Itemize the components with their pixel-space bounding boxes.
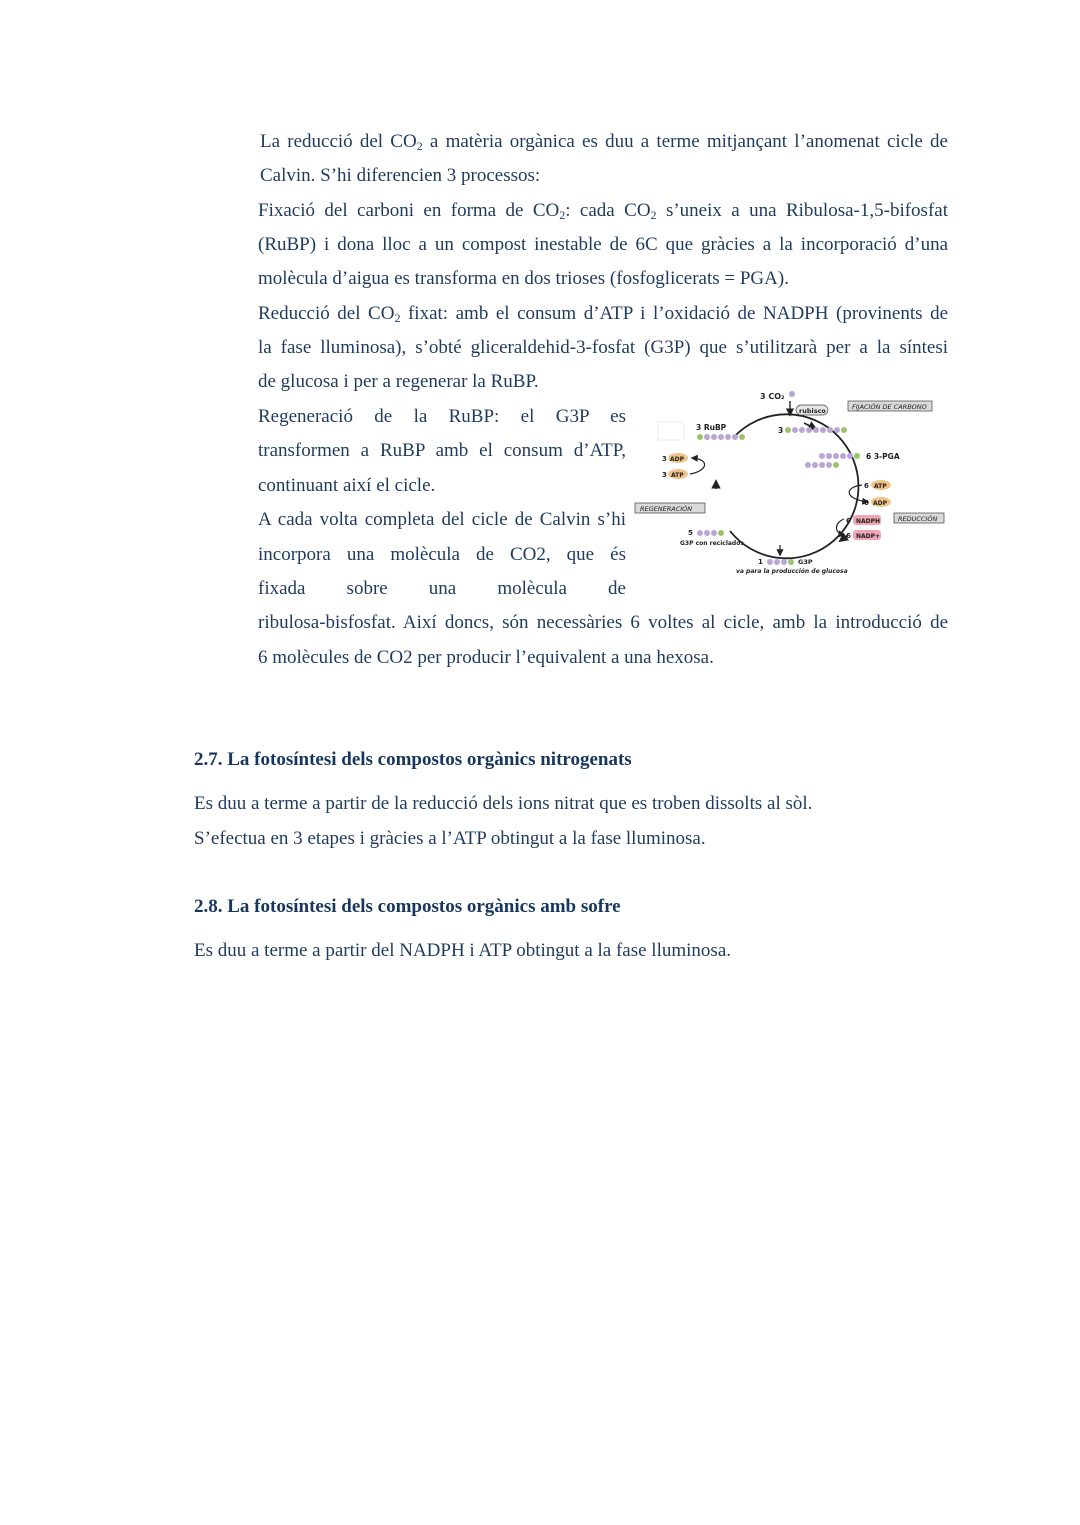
three-label: 3 (778, 426, 784, 435)
section-2-7-heading: 2.7. La fotosíntesi dels compostos orgànics nitrogenats (194, 749, 632, 770)
placeholder-box (658, 422, 684, 440)
rubisco-label: rubisco (799, 407, 826, 415)
regeneracion-label: REGENERACIÓN (640, 505, 693, 513)
pga-label: 6 3-PGA (866, 452, 900, 461)
nadp-label: NADP+ (856, 533, 881, 540)
fijacion-label: FIJACIÓN DE CARBONO (852, 403, 927, 411)
regeneracio-line-3: continuant així el cicle. (258, 475, 436, 496)
reduccion-label: REDUCCIÓN (898, 515, 938, 523)
intermediate-molecule (785, 427, 847, 433)
section-2-8-line-1: Es duu a terme a partir del NADPH i ATP obtingut a la fase lluminosa. (194, 940, 732, 961)
calvin-cycle-diagram (630, 385, 950, 580)
section-2-7-line-2: S’efectua en 3 etapes i gràcies a l’ATP obtingut a la fase lluminosa. (194, 828, 706, 849)
glucose-label: va para la producción de glucosa (736, 568, 848, 575)
co2-label: 3 CO₂ (760, 392, 785, 401)
atp-right-count: 6 (864, 482, 869, 490)
reduccio-line-3: de glucosa i per a regenerar la RuBP. (258, 371, 539, 392)
g3p-out-label: G3P (798, 558, 813, 566)
nadp-count: 6 (846, 532, 851, 540)
atp-left-label: ATP (671, 472, 684, 479)
reduccio-line-1: Reducció del $CO_2$ fixat: amb el consum d’ATP i l’oxidació de NADPH (provinents de (258, 303, 949, 325)
adp-right-count: 6 (864, 499, 869, 507)
intro-line-2: Calvin. S’hi diferencien 3 processos: (260, 165, 541, 186)
adp-left-count: 3 (662, 455, 667, 463)
adp-left-label: ADP (670, 456, 685, 463)
nadph-label: NADPH (856, 518, 881, 525)
volta-line-1: A cada volta completa del cicle de Calvin s’hi (258, 509, 626, 530)
g3p-out-molecule (767, 559, 794, 565)
fixacio-line-3: molècula d’aigua es transforma en dos trioses (fosfoglicerats = PGA). (258, 268, 789, 289)
g3p-recycled-label: G3P con reciclados (680, 540, 744, 547)
g3p-recycled-molecule (697, 530, 724, 536)
g3p-out-count: 1 (758, 558, 763, 566)
fixacio-line-1: Fixació del carboni en forma de $CO_2$: cada $CO_2$ s’uneix a una Ribulosa-1,5-bifosfat (258, 200, 948, 222)
fixacio-line-2: (RuBP) i dona lloc a un compost inestable de 6C que gràcies a la incorporació d’una (258, 234, 948, 255)
section-2-7-line-1: Es duu a terme a partir de la reducció dels ions nitrat que es troben dissolts al sòl. (194, 793, 813, 814)
volta-line-5: 6 molècules de CO2 per producir l’equivalent a una hexosa. (258, 647, 714, 668)
atp-right-label: ATP (874, 483, 887, 490)
co2-molecule (789, 391, 795, 397)
rubp-label: 3 RuBP (696, 423, 727, 432)
volta-line-4: ribulosa-bisfosfat. Així doncs, són necessàries 6 voltes al cicle, amb la introducció de (258, 612, 948, 633)
intro-line-1: La reducció del $CO_2$ a matèria orgànica es duu a terme mitjançant l’anomenat cicle de (260, 131, 948, 153)
regeneracio-line-2: transformen a RuBP amb el consum d’ATP, (258, 440, 626, 461)
g3p-recycled-count: 5 (688, 529, 693, 537)
reduccio-line-2: la fase lluminosa), s’obté gliceraldehid-3-fosfat (G3P) que s’utilitzarà per a la síntesi (258, 337, 948, 358)
volta-line-2: incorpora una molècula de CO2, que és (258, 544, 626, 565)
section-2-8-heading: 2.8. La fotosíntesi dels compostos orgànics amb sofre (194, 896, 621, 917)
adp-right-label: ADP (873, 500, 888, 507)
pga-molecules (805, 453, 860, 468)
nadph-count: 6 (846, 517, 851, 525)
atp-left-count: 3 (662, 471, 667, 479)
regeneracio-line-1: Regeneració de la RuBP: el G3P es (258, 406, 626, 427)
volta-line-3: fixada sobre una molècula de (258, 578, 626, 599)
rubp-molecule (697, 434, 745, 440)
